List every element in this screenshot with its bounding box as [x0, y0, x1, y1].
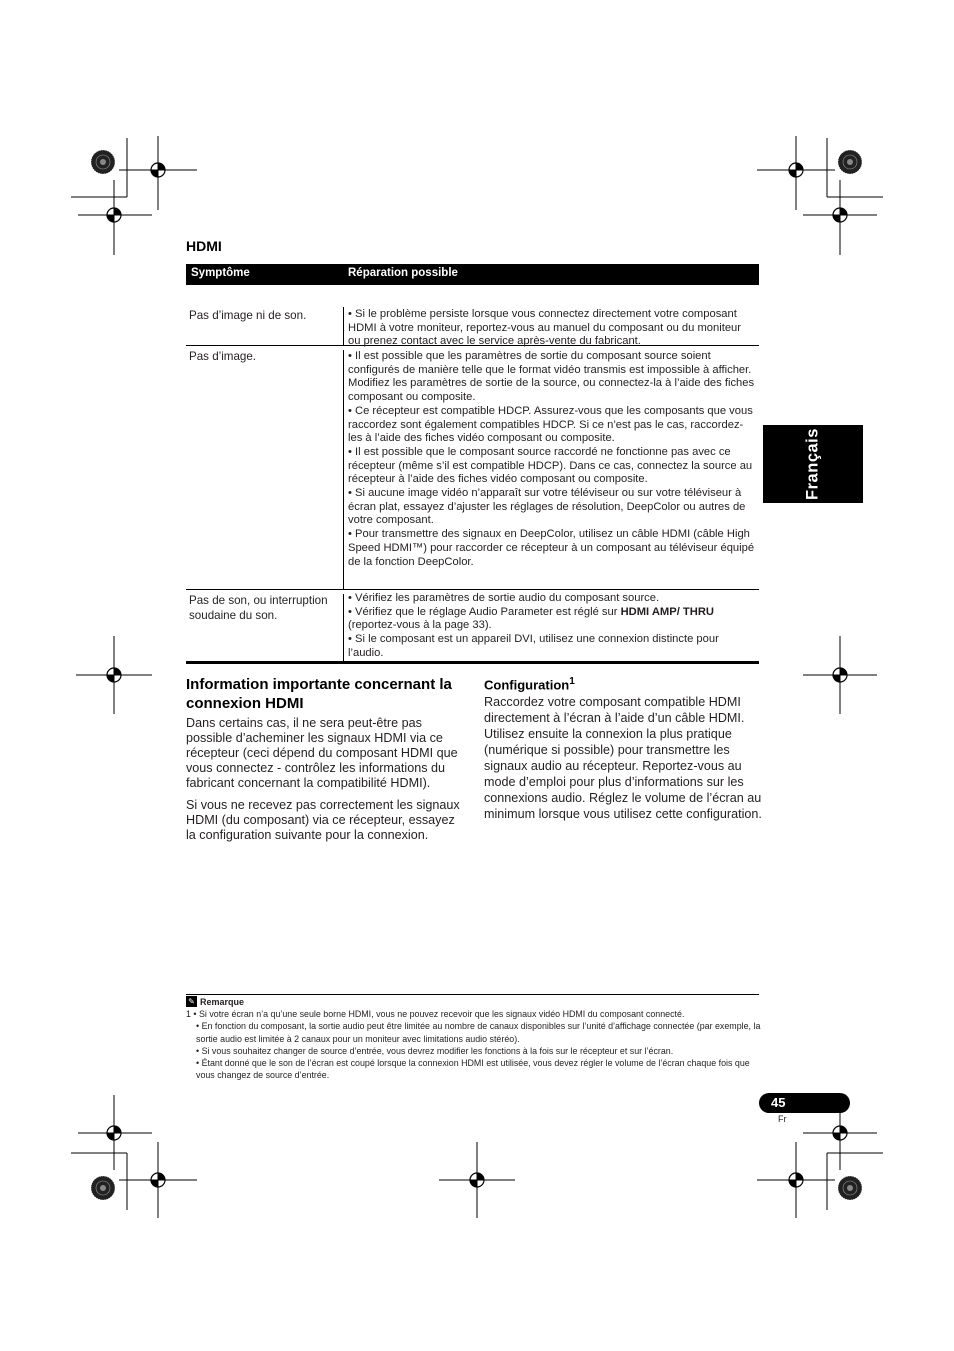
remedy-item: • Il est possible que les paramètres de sortie du composant source soient configurés de manière telle que le format vidéo transmis est impossible à afficher. Modifiez les paramètres de sortie de la source, ou connectez-la à l’aide des fiches composant ou composite.	[348, 350, 755, 404]
table-row	[186, 590, 759, 664]
note-item: • En fonction du composant, la sortie audio peut être limitée au nombre de canaux disponibles sur l’unité d’affichage connectée (par exemple, la sortie audio est limitée à 2 canaux pour un moniteur avec limitations audio stéréo).	[196, 1021, 761, 1044]
remedy-cell	[348, 346, 759, 569]
section-title: HDMI	[186, 238, 222, 254]
header-remedy: Réparation possible	[348, 267, 458, 279]
remedy-item: • Si le composant est un appareil DVI, utilisez une connexion distincte pour l’audio.	[348, 633, 719, 659]
table-row	[186, 285, 759, 346]
config-section	[484, 676, 762, 822]
note-item: • Étant donné que le son de l’écran est coupé lorsque la connexion HDMI est utilisée, vous devez régler le volume de l’écran chaque fois que vous changez de source d’entrée.	[196, 1058, 750, 1081]
info-title: Information importante concernant la connexion HDMI	[186, 676, 452, 712]
footnote-ref: 1	[569, 676, 575, 687]
table-header	[186, 264, 759, 285]
page-number-badge	[759, 1093, 850, 1113]
remedy-cell	[348, 285, 759, 349]
note-pencil-icon: ✎	[186, 996, 197, 1007]
remedy-cell	[348, 590, 759, 661]
remedy-item: • Ce récepteur est compatible HDCP. Assurez-vous que les composants que vous raccordez sont également compatibles HDCP. Si ce n’est pas le cas, raccordez-les à l’aide des fiches vidéo composant ou composite.	[348, 404, 753, 445]
note-item: 1 • Si votre écran n’a qu’une seule borne HDMI, vous ne pouvez recevoir que les signaux vidéo HDMI du composant connecté.	[186, 1009, 685, 1019]
header-symptom: Symptôme	[191, 267, 250, 279]
config-text: Raccordez votre composant compatible HDMI directement à l’écran à l’aide d’un câble HDMI. Utilisez ensuite la connexion la plus pratique (numérique si possible) pour transmettre les signaux audio au récepteur. Reportez-vous au mode d’emploi pour plus d’informations sur les connexions audio. Réglez le volume de l’écran au minimum lorsque vous utilisez cette configuration.	[484, 695, 762, 822]
info-paragraph: Si vous ne recevez pas correctement les signaux HDMI (du composant) via ce récepteur, essayez la configuration suivante pour la connexion.	[186, 798, 460, 842]
symptom-cell: Pas de son, ou interruption soudaine du son.	[189, 594, 328, 622]
remedy-item: • Vérifiez que le réglage Audio Parameter est réglé sur HDMI AMP/ THRU (reportez-vous à la page 33).	[348, 605, 715, 632]
note-list	[186, 1008, 764, 1082]
symptom-cell: Pas d’image.	[189, 350, 257, 363]
remedy-item: • Pour transmettre des signaux en DeepColor, utilisez un câble HDMI (câble High Speed HDMI™) pour raccorder ce récepteur à un composant au téléviseur équipé de la fonction DeepColor.	[348, 528, 755, 568]
remedy-item: • Vérifiez les paramètres de sortie audio du composant source.	[348, 592, 660, 604]
remedy-item: • Si aucune image vidéo n’apparaît sur votre téléviseur ou sur votre téléviseur à écran plat, essayez d’ajuster les réglages de résolution, DeepColor ou autres de votre composant.	[348, 487, 746, 527]
language-tab	[763, 425, 863, 503]
info-paragraph: Dans certains cas, il ne sera peut-être pas possible d’acheminer les signaux HDMI via ce récepteur (ceci dépend du composant HDMI que vous connectez - contrôlez les informations du fabricant concernant la compatibilité HDMI).	[186, 716, 458, 790]
info-section	[186, 675, 466, 850]
table-row	[186, 346, 759, 590]
page-number: 45	[771, 1095, 786, 1110]
note-divider	[186, 994, 759, 995]
symptom-cell: Pas d’image ni de son.	[189, 309, 307, 322]
troubleshooting-table	[186, 264, 759, 664]
note-label: Remarque	[200, 996, 245, 1007]
note-item: • Si vous souhaitez changer de source d’entrée, vous devrez modifier les fonctions à la fois sur le récepteur et sur l’écran.	[196, 1045, 674, 1056]
note-header	[186, 996, 244, 1007]
page-language: Fr	[778, 1114, 787, 1124]
remedy-item: • Il est possible que le composant source raccordé ne fonctionne pas avec ce récepteur (même s’il est compatible HDCP). Dans ce cas, connectez la source au récepteur à l’aide des fiches vidéo composant ou composite.	[348, 445, 753, 486]
config-title: Configuration$^1$	[484, 676, 575, 693]
remedy-item: • Si le problème persiste lorsque vous connectez directement votre composant HDMI à votre moniteur, reportez-vous au manuel du composant ou du moniteur ou prenez contact avec le service après-vente du fabricant.	[348, 308, 742, 348]
language-tab-label: Français	[803, 428, 822, 500]
